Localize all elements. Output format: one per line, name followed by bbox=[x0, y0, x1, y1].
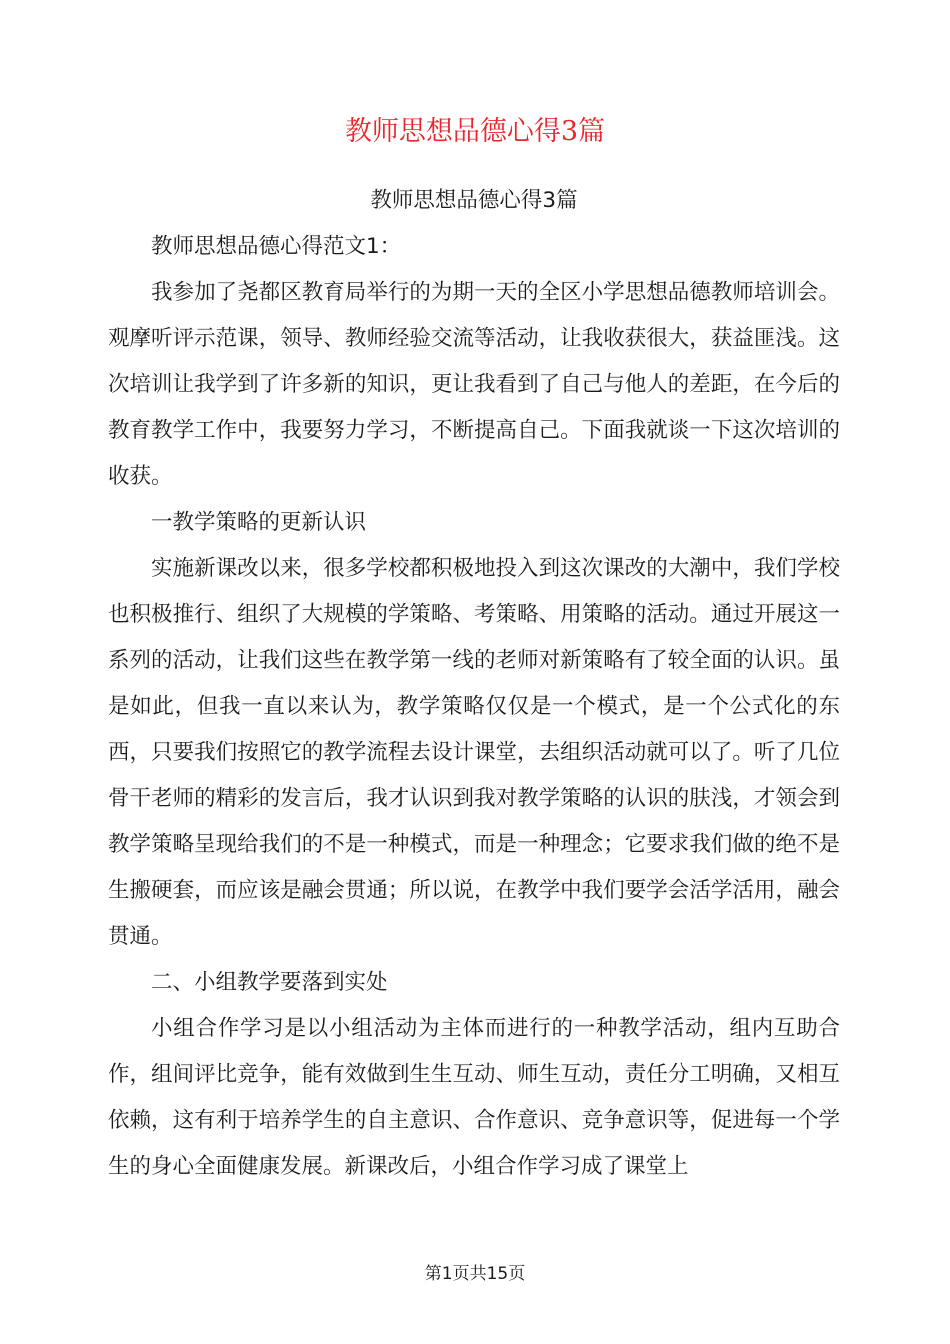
paragraph-group-teaching: 小组合作学习是以小组活动为主体而进行的一种教学活动，组内互助合作，组间评比竞争，能有效做到生生互动、师生互动，责任分工明确，又相互依赖，这有利于培养学生的自主意识、合作意识、竞争意识等，促进每一个学生的身心全面健康发展。新课改后，小组合作学习成了课堂上 bbox=[108, 1016, 840, 1179]
paragraph-strategy: 实施新课改以来，很多学校都积极地投入到这次课改的大潮中，我们学校也积极推行、组织了大规模的学策略、考策略、用策略的活动。通过开展这一系列的活动，让我们这些在教学第一线的老师对新策略有了较全面的认识。虽是如此，但我一直以来认为，教学策略仅仅是一个模式，是一个公式化的东西，只要我们按照它的教学流程去设计课堂，去组织活动就可以了。听了几位骨干老师的精彩的发言后，我才认识到我对教学策略的认识的肤浅，才领会到教学策略呈现给我们的不是一种模式，而是一种理念；它要求我们做的绝不是生搬硬套，而应该是融会贯通；所以说，在教学中我们要学会活学活用，融会贯通。 bbox=[108, 556, 840, 949]
sample-label: 教师思想品德心得范文1： bbox=[151, 234, 402, 259]
document-subtitle: 教师思想品德心得3篇 bbox=[370, 188, 578, 213]
paragraph-intro: 我参加了尧都区教育局举行的为期一天的全区小学思想品德教师培训会。观摩听评示范课，领导、教师经验交流等活动，让我收获很大，获益匪浅。这次培训让我学到了许多新的知识，更让我看到了自己与他人的差距，在今后的教育教学工作中，我要努力学习，不断提高自己。下面我就谈一下这次培训的收获。 bbox=[108, 280, 840, 489]
section-heading-strategy: 一教学策略的更新认识 bbox=[151, 510, 367, 535]
section-heading-group-teaching: 二、小组教学要落到实处 bbox=[151, 970, 388, 995]
document-title: 教师思想品德心得3篇 bbox=[344, 116, 606, 147]
document-body bbox=[108, 178, 840, 1190]
page-number: 第1页共15页 bbox=[424, 1264, 526, 1284]
